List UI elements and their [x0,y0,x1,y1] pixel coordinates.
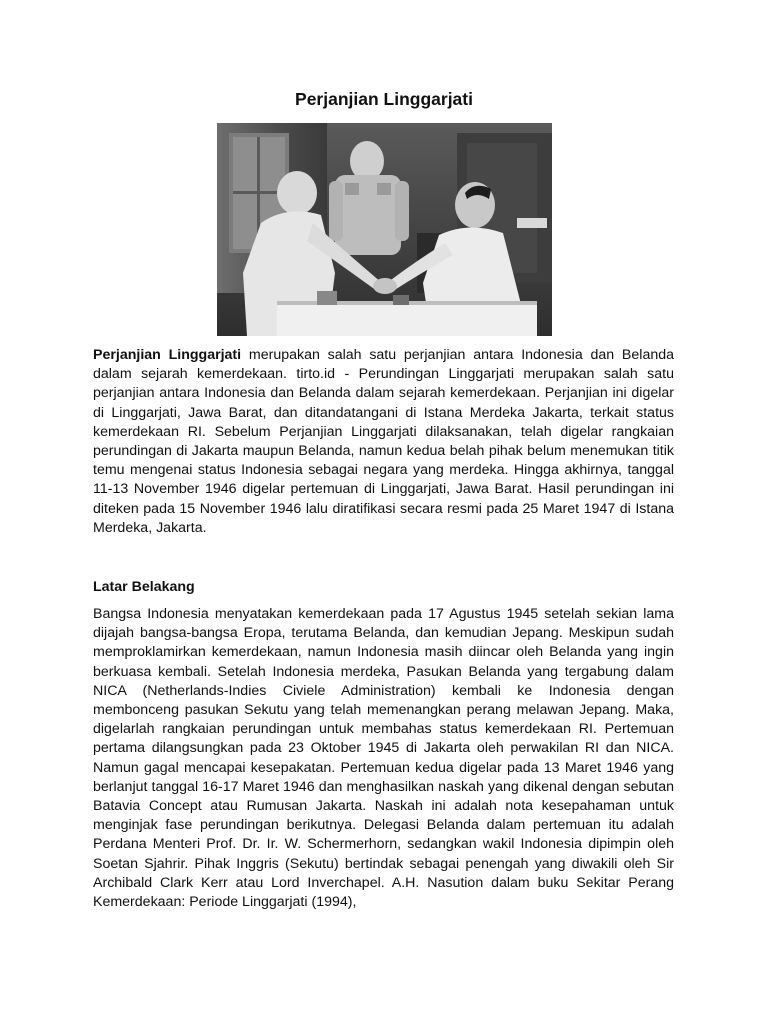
handshake-photo-icon [217,123,552,336]
intro-lead: Perjanjian Linggarjati [93,347,242,363]
section-heading: Latar Belakang [93,579,195,595]
historical-photo [217,123,552,336]
section-paragraph: Bangsa Indonesia menyatakan kemerdekaan pada 17 Agustus 1945 setelah sekian lama dijajah bangsa-bangsa Eropa, terutama Belanda, dan kemudian Jepang. Meskipun sudah memproklamirkan kemerdekaan, namun Indonesia masih diincar oleh Belanda yang ingin berkuasa kembali. Setelah Indonesia merdeka, Pasukan Belanda yang tergabung dalam NICA (Netherlands-Indies Civiele Administration) kembali ke Indonesia dengan membonceng pasukan Sekutu yang telah memenangkan perang melawan Jepang. Maka, digelarlah rangkaian perundingan untuk membahas status kemerdekaan RI. Pertemuan pertama dilangsungkan pada 23 Oktober 1945 di Jakarta oleh perwakilan RI dan NICA. Namun gagal mencapai kesepakatan. Pertemuan kedua digelar pada 13 Maret 1946 yang berlanjut tanggal 16-17 Maret 1946 dan menghasilkan naskah yang dikenal dengan sebutan Batavia Concept atau Rumusan Jakarta. Naskah ini adalah nota kesepahaman untuk menginjak fase perundingan berikutnya. Delegasi Belanda dalam pertemuan itu adalah Perdana Menteri Prof. Dr. Ir. W. Schermerhorn, sedangkan wakil Indonesia dipimpin oleh Soetan Sjahrir. Pihak Inggris (Sekutu) bertindak sebagai penengah yang diwakili oleh Sir Archibald Clark Kerr atau Lord Inverchapel. A.H. Nasution dalam buku Sekitar Perang Kemerdekaan: Periode Linggarjati (1994), [93,606,674,911]
intro-text: merupakan salah satu perjanjian antara Indonesia dan Belanda dalam sejarah kemerdekaan. tirto.id - Perundingan Linggarjati merupakan salah satu perjanjian antara Indonesia dan Belanda dalam sejarah kemerdekaan. Perjanjian ini digelar di Linggarjati, Jawa Barat, dan ditandatangani di Istana Merdeka Jakarta, terkait status kemerdekaan RI. Sebelum Perjanjian Linggarjati dilaksanakan, telah digelar rangkaian perundingan di Jakarta maupun Belanda, namun kedua belah pihak belum menemukan titik temu mengenai status Indonesia sebagai negara yang merdeka. Hingga akhirnya, tanggal 11-13 November 1946 digelar pertemuan di Linggarjati, Jawa Barat. Hasil perundingan ini diteken pada 15 November 1946 lalu diratifikasi secara resmi pada 25 Maret 1947 di Istana Merdeka, Jakarta. [93,347,674,536]
document-title: Perjanjian Linggarjati [295,89,473,109]
intro-paragraph [93,346,674,538]
